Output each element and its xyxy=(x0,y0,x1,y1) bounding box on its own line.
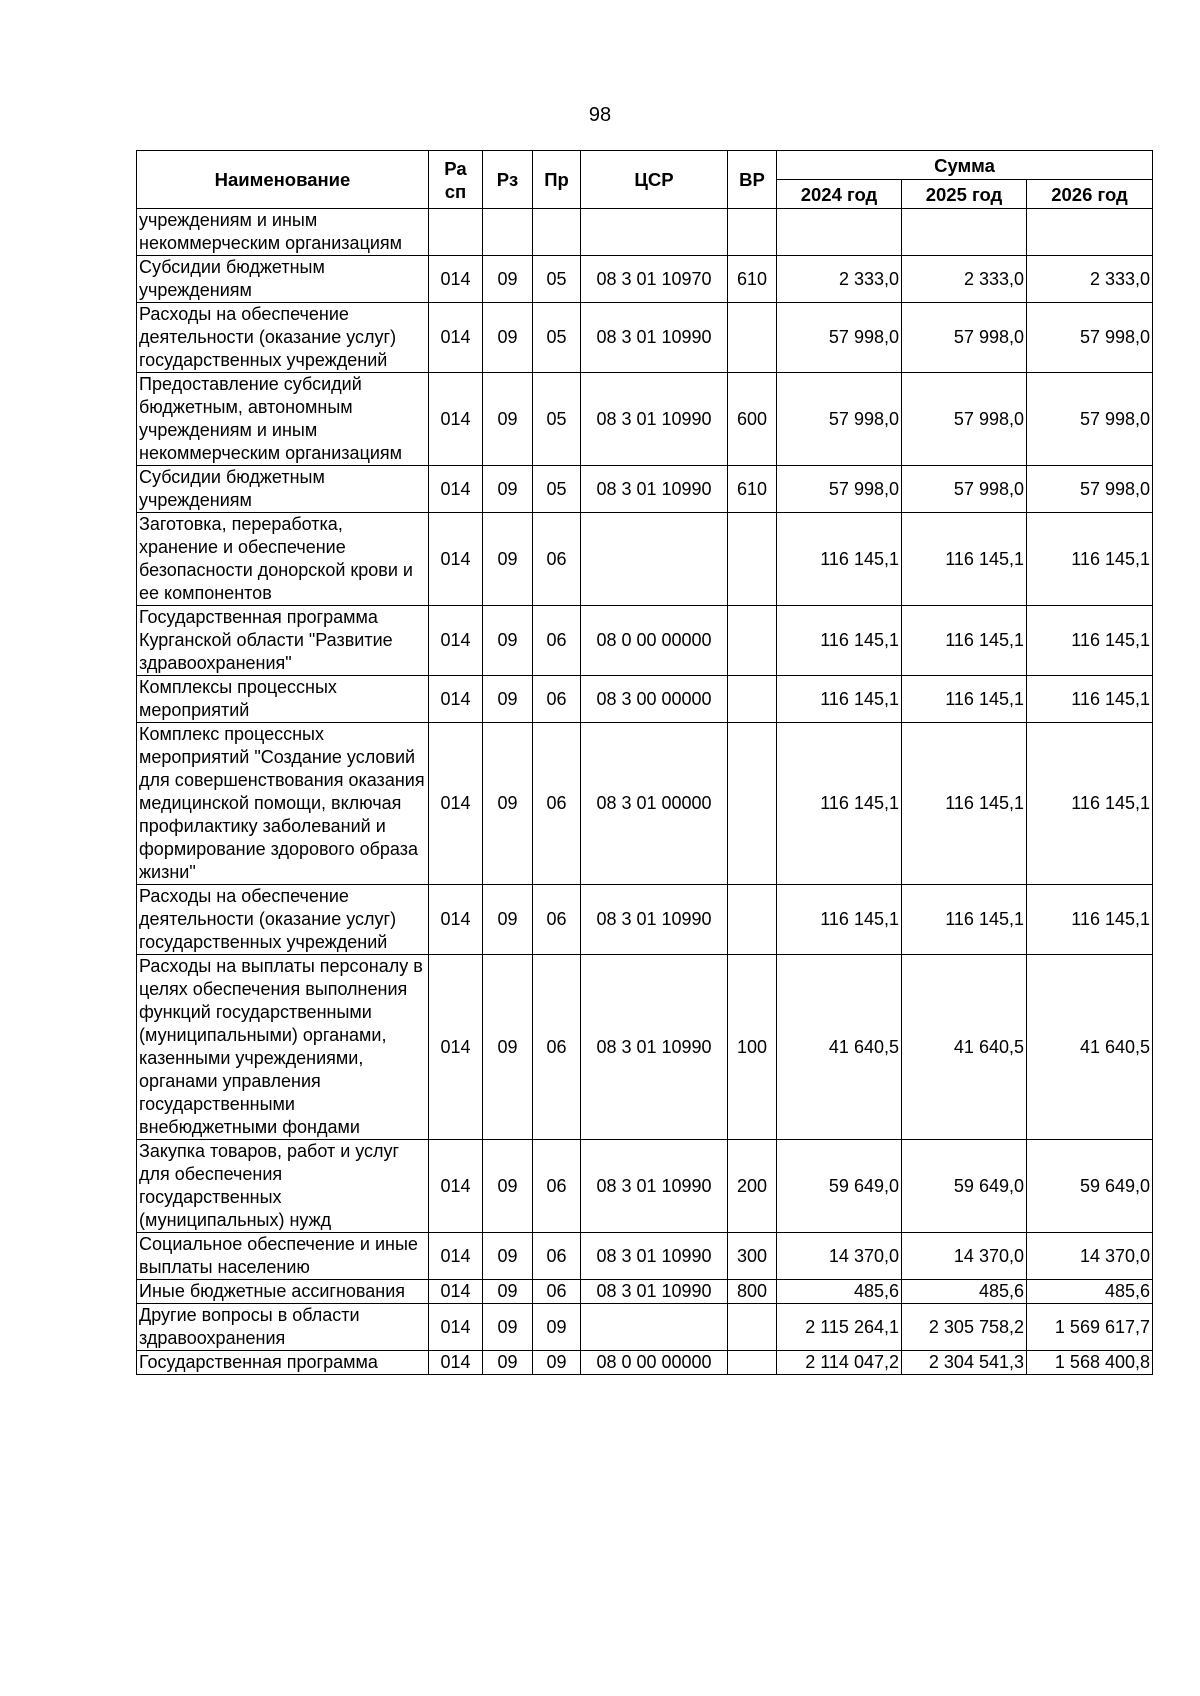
row-csr xyxy=(581,1304,728,1351)
row-amount-2026: 14 370,0 xyxy=(1027,1233,1153,1280)
row-name: Государственная программа Курганской области "Развитие здравоохранения" xyxy=(137,606,429,676)
row-name: Расходы на обеспечение деятельности (оказание услуг) государственных учреждений xyxy=(137,303,429,373)
row-amount-2026: 1 568 400,8 xyxy=(1027,1351,1153,1375)
row-rz: 09 xyxy=(483,1140,533,1233)
row-pr: 05 xyxy=(533,303,581,373)
row-rz: 09 xyxy=(483,373,533,466)
row-pr: 06 xyxy=(533,1233,581,1280)
row-vr xyxy=(728,606,777,676)
table-row xyxy=(137,723,1153,885)
header-sum: Сумма xyxy=(777,151,1153,180)
row-csr: 08 3 01 10990 xyxy=(581,885,728,955)
row-amount-2024: 41 640,5 xyxy=(777,955,902,1140)
table-body xyxy=(137,209,1153,1375)
row-vr: 610 xyxy=(728,256,777,303)
row-vr xyxy=(728,513,777,606)
row-rasp xyxy=(429,209,483,256)
row-name: Заготовка, переработка, хранение и обеспечение безопасности донорской крови и ее компонентов xyxy=(137,513,429,606)
row-rasp: 014 xyxy=(429,256,483,303)
table-row xyxy=(137,303,1153,373)
row-name: Комплекс процессных мероприятий "Создание условий для совершенствования оказания медицинской помощи, включая профилактику заболеваний и формирование здорового образа жизни" xyxy=(137,723,429,885)
row-csr: 08 3 01 10990 xyxy=(581,1233,728,1280)
header-rasp: Ра сп xyxy=(429,151,483,209)
row-amount-2025: 59 649,0 xyxy=(902,1140,1027,1233)
row-pr: 06 xyxy=(533,513,581,606)
row-amount-2026: 57 998,0 xyxy=(1027,466,1153,513)
row-rz: 09 xyxy=(483,513,533,606)
row-csr: 08 3 01 10990 xyxy=(581,1280,728,1304)
table-row xyxy=(137,955,1153,1140)
row-csr: 08 3 01 10990 xyxy=(581,373,728,466)
row-amount-2026: 57 998,0 xyxy=(1027,303,1153,373)
row-rz: 09 xyxy=(483,256,533,303)
row-amount-2024: 2 114 047,2 xyxy=(777,1351,902,1375)
row-rz: 09 xyxy=(483,723,533,885)
row-csr: 08 3 01 10990 xyxy=(581,303,728,373)
row-vr xyxy=(728,723,777,885)
row-pr: 06 xyxy=(533,606,581,676)
row-csr: 08 0 00 00000 xyxy=(581,1351,728,1375)
row-name: Другие вопросы в области здравоохранения xyxy=(137,1304,429,1351)
row-name: Расходы на выплаты персоналу в целях обеспечения выполнения функций государственными (муниципальными) органами, казенными учреждениями, органами управления государственными внебюджетными фондами xyxy=(137,955,429,1140)
row-csr: 08 3 01 10990 xyxy=(581,466,728,513)
row-csr: 08 0 00 00000 xyxy=(581,606,728,676)
header-year-2026: 2026 год xyxy=(1027,180,1153,209)
header-pr: Пр xyxy=(533,151,581,209)
row-amount-2024 xyxy=(777,209,902,256)
row-csr: 08 3 01 10990 xyxy=(581,955,728,1140)
row-amount-2026: 116 145,1 xyxy=(1027,606,1153,676)
row-pr: 05 xyxy=(533,373,581,466)
budget-table xyxy=(136,150,1153,1375)
header-year-2024: 2024 год xyxy=(777,180,902,209)
row-amount-2025: 2 333,0 xyxy=(902,256,1027,303)
row-amount-2024: 57 998,0 xyxy=(777,466,902,513)
row-amount-2025: 14 370,0 xyxy=(902,1233,1027,1280)
row-rz: 09 xyxy=(483,955,533,1140)
row-amount-2026: 41 640,5 xyxy=(1027,955,1153,1140)
row-name: Государственная программа xyxy=(137,1351,429,1375)
table-row xyxy=(137,466,1153,513)
row-amount-2024: 57 998,0 xyxy=(777,303,902,373)
row-csr: 08 3 00 00000 xyxy=(581,676,728,723)
row-name: Социальное обеспечение и иные выплаты населению xyxy=(137,1233,429,1280)
row-amount-2026: 116 145,1 xyxy=(1027,513,1153,606)
row-name: Иные бюджетные ассигнования xyxy=(137,1280,429,1304)
row-rz: 09 xyxy=(483,1351,533,1375)
row-amount-2024: 2 115 264,1 xyxy=(777,1304,902,1351)
row-amount-2024: 485,6 xyxy=(777,1280,902,1304)
table-row xyxy=(137,373,1153,466)
row-rasp: 014 xyxy=(429,606,483,676)
row-amount-2026: 485,6 xyxy=(1027,1280,1153,1304)
row-rasp: 014 xyxy=(429,466,483,513)
row-rz: 09 xyxy=(483,676,533,723)
row-amount-2025: 485,6 xyxy=(902,1280,1027,1304)
row-amount-2024: 2 333,0 xyxy=(777,256,902,303)
table-row xyxy=(137,1280,1153,1304)
table-row xyxy=(137,606,1153,676)
row-pr: 06 xyxy=(533,955,581,1140)
row-csr xyxy=(581,209,728,256)
row-rasp: 014 xyxy=(429,955,483,1140)
row-rasp: 014 xyxy=(429,676,483,723)
table-row xyxy=(137,1351,1153,1375)
row-vr: 610 xyxy=(728,466,777,513)
row-name: Субсидии бюджетным учреждениям xyxy=(137,256,429,303)
table-row xyxy=(137,209,1153,256)
row-pr: 06 xyxy=(533,723,581,885)
row-amount-2025 xyxy=(902,209,1027,256)
row-vr: 100 xyxy=(728,955,777,1140)
row-csr: 08 3 01 00000 xyxy=(581,723,728,885)
page-number: 98 xyxy=(588,104,612,126)
row-pr: 05 xyxy=(533,256,581,303)
row-amount-2026: 59 649,0 xyxy=(1027,1140,1153,1233)
row-amount-2025: 116 145,1 xyxy=(902,885,1027,955)
row-rasp: 014 xyxy=(429,1351,483,1375)
row-name: Комплексы процессных мероприятий xyxy=(137,676,429,723)
row-amount-2026: 116 145,1 xyxy=(1027,676,1153,723)
header-csr: ЦСР xyxy=(581,151,728,209)
table-row xyxy=(137,1233,1153,1280)
row-amount-2026: 116 145,1 xyxy=(1027,885,1153,955)
table-row xyxy=(137,676,1153,723)
row-name: Расходы на обеспечение деятельности (оказание услуг) государственных учреждений xyxy=(137,885,429,955)
row-vr: 200 xyxy=(728,1140,777,1233)
row-vr xyxy=(728,676,777,723)
row-rz: 09 xyxy=(483,1233,533,1280)
row-amount-2025: 2 305 758,2 xyxy=(902,1304,1027,1351)
row-amount-2024: 14 370,0 xyxy=(777,1233,902,1280)
row-amount-2026: 57 998,0 xyxy=(1027,373,1153,466)
row-name: Предоставление субсидий бюджетным, автономным учреждениям и иным некоммерческим организациям xyxy=(137,373,429,466)
row-amount-2025: 116 145,1 xyxy=(902,606,1027,676)
row-rasp: 014 xyxy=(429,1140,483,1233)
row-rz: 09 xyxy=(483,885,533,955)
row-csr: 08 3 01 10970 xyxy=(581,256,728,303)
row-rasp: 014 xyxy=(429,373,483,466)
row-rz: 09 xyxy=(483,466,533,513)
row-name: Субсидии бюджетным учреждениям xyxy=(137,466,429,513)
row-rasp: 014 xyxy=(429,513,483,606)
row-amount-2024: 116 145,1 xyxy=(777,885,902,955)
row-amount-2024: 116 145,1 xyxy=(777,606,902,676)
row-rz: 09 xyxy=(483,303,533,373)
row-amount-2025: 41 640,5 xyxy=(902,955,1027,1140)
row-rasp: 014 xyxy=(429,885,483,955)
table-row xyxy=(137,513,1153,606)
header-name: Наименование xyxy=(137,151,429,209)
row-amount-2026 xyxy=(1027,209,1153,256)
table-row xyxy=(137,885,1153,955)
row-rasp: 014 xyxy=(429,1280,483,1304)
row-rz: 09 xyxy=(483,606,533,676)
row-amount-2024: 116 145,1 xyxy=(777,723,902,885)
row-amount-2025: 57 998,0 xyxy=(902,373,1027,466)
row-vr: 600 xyxy=(728,373,777,466)
row-amount-2024: 116 145,1 xyxy=(777,676,902,723)
row-pr: 09 xyxy=(533,1304,581,1351)
row-vr xyxy=(728,303,777,373)
row-name: Закупка товаров, работ и услуг для обеспечения государственных (муниципальных) нужд xyxy=(137,1140,429,1233)
row-vr: 800 xyxy=(728,1280,777,1304)
table-row xyxy=(137,1304,1153,1351)
row-pr: 06 xyxy=(533,1280,581,1304)
row-csr: 08 3 01 10990 xyxy=(581,1140,728,1233)
row-amount-2026: 116 145,1 xyxy=(1027,723,1153,885)
row-amount-2025: 116 145,1 xyxy=(902,513,1027,606)
row-amount-2025: 116 145,1 xyxy=(902,676,1027,723)
row-name: учреждениям и иным некоммерческим организациям xyxy=(137,209,429,256)
row-pr xyxy=(533,209,581,256)
table-row xyxy=(137,256,1153,303)
header-year-2025: 2025 год xyxy=(902,180,1027,209)
row-amount-2025: 2 304 541,3 xyxy=(902,1351,1027,1375)
row-amount-2025: 57 998,0 xyxy=(902,303,1027,373)
row-vr xyxy=(728,209,777,256)
row-pr: 06 xyxy=(533,885,581,955)
row-rz: 09 xyxy=(483,1304,533,1351)
table-header xyxy=(137,151,1153,209)
row-pr: 09 xyxy=(533,1351,581,1375)
row-vr xyxy=(728,1304,777,1351)
row-amount-2024: 59 649,0 xyxy=(777,1140,902,1233)
row-amount-2024: 57 998,0 xyxy=(777,373,902,466)
table-row xyxy=(137,1140,1153,1233)
row-pr: 06 xyxy=(533,676,581,723)
row-vr xyxy=(728,1351,777,1375)
row-rasp: 014 xyxy=(429,1304,483,1351)
row-rz xyxy=(483,209,533,256)
row-rasp: 014 xyxy=(429,303,483,373)
row-amount-2026: 1 569 617,7 xyxy=(1027,1304,1153,1351)
row-csr xyxy=(581,513,728,606)
row-amount-2026: 2 333,0 xyxy=(1027,256,1153,303)
row-rasp: 014 xyxy=(429,723,483,885)
row-amount-2024: 116 145,1 xyxy=(777,513,902,606)
row-amount-2025: 57 998,0 xyxy=(902,466,1027,513)
header-rz: Рз xyxy=(483,151,533,209)
row-vr: 300 xyxy=(728,1233,777,1280)
row-rz: 09 xyxy=(483,1280,533,1304)
row-pr: 06 xyxy=(533,1140,581,1233)
row-vr xyxy=(728,885,777,955)
row-pr: 05 xyxy=(533,466,581,513)
row-amount-2025: 116 145,1 xyxy=(902,723,1027,885)
header-vr: ВР xyxy=(728,151,777,209)
row-rasp: 014 xyxy=(429,1233,483,1280)
